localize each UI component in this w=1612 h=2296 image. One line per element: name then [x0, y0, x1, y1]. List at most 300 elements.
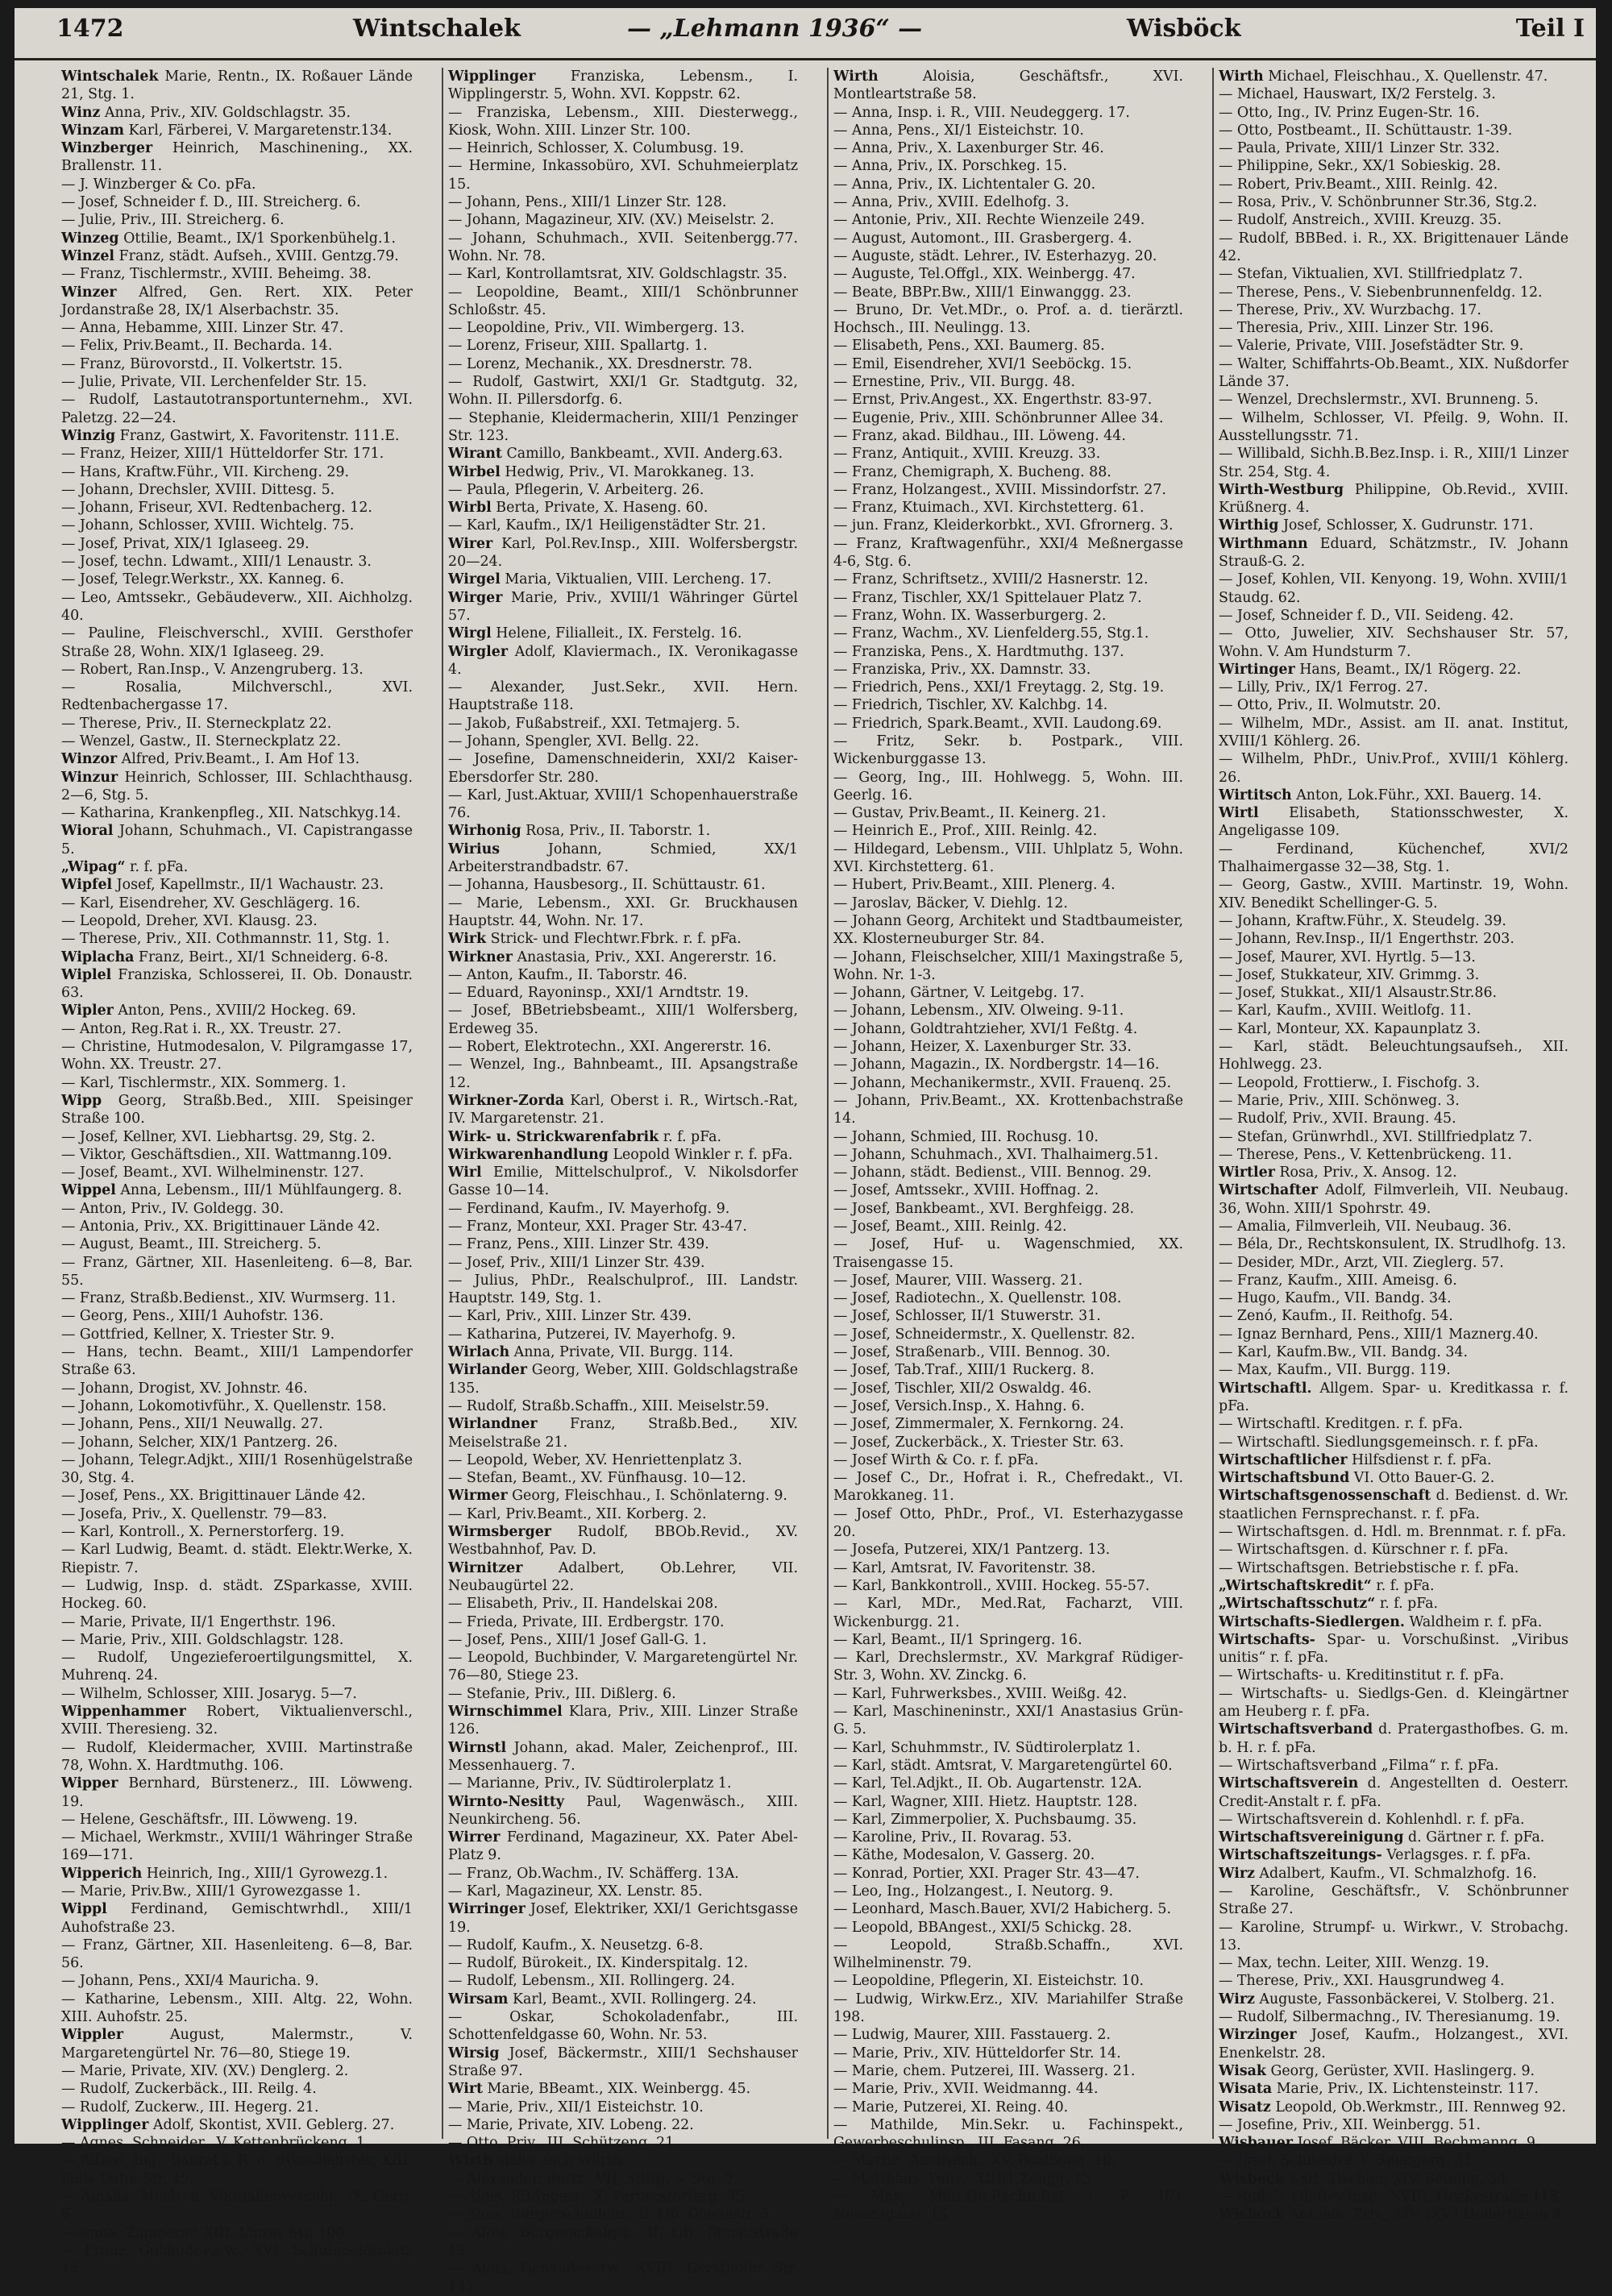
entry-surname: Wirger: [448, 589, 503, 606]
directory-entry: [61, 1020, 413, 1038]
entry-text: — Karl Ludwig, Beamt. d. städt. Elektr.Werke, X. Riepistr. 7.: [61, 1542, 413, 1576]
directory-entry: [1219, 1919, 1568, 1955]
directory-entry: [448, 1343, 798, 1361]
entry-text: — Wenzel, Drechslermstr., XVI. Brunneng. 5.: [1219, 392, 1539, 409]
directory-entry: [61, 895, 413, 912]
entry-text: Josef, Kapellmstr., II/1 Wachaustr. 23.: [112, 877, 384, 894]
directory-entry: [833, 1218, 1183, 1235]
entry-text: — Franziska, Pens., X. Hardtmuthg. 137.: [833, 643, 1124, 660]
directory-entry: [833, 696, 1183, 714]
directory-entry: [448, 1793, 798, 1829]
directory-entry: [833, 1757, 1183, 1775]
directory-entry: [448, 1361, 798, 1397]
entry-text: — Max, Milit.Ob.Rechn.Rat i. P., II/1 Novaragasse 15.: [833, 2189, 1183, 2223]
directory-entry: [448, 2134, 798, 2152]
entry-text: Marie, BBeamt., XIX. Weinbergg. 45.: [483, 2081, 751, 2098]
directory-entry: [1219, 1829, 1568, 1846]
directory-entry: [1219, 1775, 1568, 1811]
entry-text: — Franz, Kaufm., XIII. Ameisg. 6.: [1219, 1272, 1457, 1289]
directory-entry: [61, 1937, 413, 1973]
directory-entry: [448, 1775, 798, 1792]
entry-surname: Wirnitzer: [448, 1559, 523, 1576]
directory-entry: [833, 211, 1183, 229]
entry-text: — Hermine, Inkassobüro, XVI. Schuhmeierplatz 15.: [448, 158, 798, 193]
entry-text: — Anton, Reg.Rat i. R., XX. Treustr. 27.: [61, 1020, 342, 1037]
entry-surname: Wipplinger: [61, 2116, 149, 2133]
directory-entry: [833, 1074, 1183, 1092]
entry-text: — Georg, Ing., III. Hohlwegg. 5, Wohn. III. Geerlg. 16.: [833, 769, 1183, 803]
directory-entry: [448, 966, 798, 984]
entry-surname: Wirrer: [448, 1829, 501, 1846]
entry-text: — Otto, Priv., III. Schützeng. 21.: [448, 2135, 679, 2152]
directory-entry: [1219, 571, 1568, 607]
first-entry-word: Wintschalek: [353, 15, 521, 43]
directory-entry: [1219, 1991, 1568, 2008]
entry-surname: Wirth: [448, 2153, 493, 2169]
directory-entry: [1219, 517, 1568, 534]
entry-text: — Karl, Maschineninstr., XXI/1 Anastasius Grün-G. 5.: [833, 1704, 1183, 1738]
directory-entry: [1219, 787, 1568, 804]
entry-text: — Marie, Putzerei, XI. Reing. 40.: [833, 2099, 1069, 2115]
directory-entry: [1219, 696, 1568, 714]
directory-entry: [833, 1289, 1183, 1307]
entry-text: — Johann, Schmied, III. Rochusg. 10.: [833, 1128, 1099, 1145]
directory-entry: [833, 895, 1183, 912]
directory-entry: [833, 1451, 1183, 1469]
entry-text: Auguste, Fassonbäckerei, V. Stolberg. 21.: [1254, 1991, 1555, 2007]
entry-surname: Wirsig: [448, 2045, 500, 2061]
directory-entry: [1219, 1469, 1568, 1487]
entry-text: — Anna, Priv., X. Laxenburger Str. 46.: [833, 140, 1104, 157]
entry-text: — Franz, Chemigraph, X. Bucheng. 88.: [833, 463, 1111, 480]
entry-text: Josef, Bäckermstr., XIII/1 Sechshauser Straße 97.: [448, 2045, 798, 2079]
entry-text: — Josef, Amtssekr., XVIII. Hoffnag. 2.: [833, 1182, 1099, 1199]
directory-entry: [61, 1487, 413, 1505]
entry-surname: Wisata: [1219, 2081, 1273, 2098]
directory-entry: [1219, 1667, 1568, 1684]
entry-text: — Christine, Hutmodesalon, V. Pilgramgasse 17, Wohn. XX. Treustr. 27.: [61, 1039, 413, 1073]
directory-entry: [833, 445, 1183, 463]
directory-entry: [61, 1092, 413, 1128]
directory-entry: [833, 176, 1183, 193]
entry-text: Georg, Gerüster, XVII. Haslingerg. 9.: [1265, 2062, 1535, 2079]
entry-text: — Theresia, Priv., XIII. Linzer Str. 196.: [1219, 320, 1494, 337]
directory-entry: [448, 1937, 798, 1954]
entry-surname: Wioral: [61, 823, 114, 840]
entry-text: — Josef, Versich.Insp., X. Hahng. 6.: [833, 1397, 1085, 1414]
entry-text: — Julie, Private, VII. Lerchenfelder Str. 15.: [61, 374, 368, 391]
entry-text: — Josef, Schlosser, II/1 Stuwerstr. 31.: [833, 1308, 1101, 1325]
entry-text: — Johann, Telegr.Adjkt., XIII/1 Rosenhügelstraße 30, Stg. 4.: [61, 1451, 413, 1487]
directory-entry: [833, 122, 1183, 139]
directory-entry: [448, 68, 798, 104]
entry-text: — Karl, Tel.Adjkt., II. Ob. Augartenstr. 12A.: [833, 1775, 1142, 1792]
entry-text: — Katharine, Lebensm., XIII. Altg. 22, Wohn. XIII. Auhofstr. 25.: [61, 1991, 413, 2026]
entry-text: — Käthe, Modesalon, V. Gasserg. 20.: [833, 1847, 1095, 1864]
directory-entry: [61, 1218, 413, 1235]
entry-surname: Wirringer: [448, 1901, 526, 1918]
entry-text: — Wilhelm, Schlosser, VI. Pfeilg. 9, Wohn. II. Ausstellungsstr. 71.: [1219, 409, 1568, 444]
entry-surname: Wirk: [448, 931, 487, 948]
directory-entry: [1219, 715, 1568, 751]
entry-text: — Marie, Private, XIV. Lobeng. 22.: [448, 2116, 694, 2133]
entry-text: Adolf, Filmverleih, VII. Neubaug. 36, Wohn. XIII/1 Spohrstr. 49.: [1219, 1182, 1568, 1217]
directory-entry: [833, 2026, 1183, 2044]
directory-entry: [833, 715, 1183, 733]
entry-surname: Wirlandner: [448, 1416, 538, 1433]
entry-text: — Pauline, Fleischverschl., XVIII. Gersthofer Straße 28, Wohn. XIX/1 Iglaseeg. 29.: [61, 625, 413, 660]
directory-entry: [1219, 211, 1568, 229]
directory-entry: [61, 858, 413, 876]
entry-text: — Wirtschaftsgen. d. Kürschner r. f. pFa.: [1219, 1542, 1509, 1559]
entry-text: — Lorenz, Mechanik., XX. Dresdnerstr. 78.: [448, 355, 753, 372]
entry-text: — Marie, Private, II/1 Engerthstr. 196.: [61, 1613, 336, 1630]
directory-entry: [833, 463, 1183, 481]
entry-text: — Ludwig, Insp. d. städt. ZSparkasse, XVIII. Hockeg. 60.: [61, 1577, 413, 1613]
entry-surname: Wirnstl: [448, 1739, 507, 1756]
entry-text: — Leopold, Straßb.Schaffn., XVI. Wilhelminenstr. 79.: [833, 1937, 1183, 1972]
directory-entry: [448, 1235, 798, 1253]
directory-entry: [833, 1811, 1183, 1829]
directory-entry: [61, 1181, 413, 1199]
directory-entry: [1219, 481, 1568, 517]
entry-text: — Anna, Zimmerer, XIII. Linzer Str. 100.: [61, 2224, 350, 2241]
entry-text: — Karl, Kontrollamtsrat, XIV. Goldschlagstr. 35.: [448, 266, 787, 283]
entry-text: — Johann, Pens., XIII/1 Linzer Str. 128.: [448, 194, 727, 211]
directory-entry: [448, 1326, 798, 1343]
entry-text: — Hugo, Kaufm., VII. Bandg. 34.: [1219, 1290, 1452, 1307]
entry-text: — Franz, Schriftsetz., XVIII/2 Hasnerstr. 12.: [833, 571, 1149, 588]
entry-text: — Josefine, Damenschneiderin, XXI/2 Kaiser-Ebersdorfer Str. 280.: [448, 751, 798, 786]
entry-text: — Matthäus, Pens., XIII/1 Zeugg. 13.: [833, 2170, 1096, 2187]
entry-text: Ottilie, Beamt., IX/1 Sporkenbühelg.1.: [118, 230, 397, 247]
directory-entry: [1219, 1092, 1568, 1110]
entry-text: Heinrich, Ing., XIII/1 Gyrowezg.1.: [142, 1865, 388, 1882]
directory-entry: [1219, 193, 1568, 211]
directory-entry: [833, 822, 1183, 840]
directory-entry: [833, 1164, 1183, 1181]
directory-entry: [1219, 1577, 1568, 1595]
entry-text: Georg, Straßb.Bed., XIII. Speisinger Straße 100.: [61, 1092, 413, 1127]
directory-entry: [61, 1415, 413, 1433]
entry-text: — Karl, Fuhrwerksbes., XVIII. Weißg. 42.: [833, 1685, 1128, 1702]
directory-entry: [448, 2045, 798, 2081]
entry-text: — Josef, Stukkat., XII/1 Alsaustr.Str.86.: [1219, 985, 1498, 1002]
directory-entry: [1219, 2099, 1568, 2116]
directory-entry: [1219, 1181, 1568, 1218]
directory-entry: [833, 2062, 1183, 2080]
directory-entry: [1219, 337, 1568, 355]
directory-entry: [833, 1577, 1183, 1595]
entry-text: — Franz, Ob.Wachm., IV. Schäfferg. 13A.: [448, 1865, 739, 1882]
entry-text: — Agnes, Schneider., V. Kettenbrückeng. 1.: [61, 2135, 370, 2152]
entry-surname: Wirlander: [448, 1362, 527, 1379]
directory-entry: [448, 1739, 798, 1775]
page-number: 1472: [56, 15, 124, 43]
entry-text: Adolf, Skontist, XVII. Geblerg. 27.: [148, 2116, 395, 2133]
entry-text: — Josef, Pens., XIII/1 Josef Gall-G. 1.: [448, 1631, 707, 1648]
directory-entry: [61, 337, 413, 355]
entry-text: — Friedrich, Pens., XXI/1 Freytagg. 2, Stg. 19.: [833, 679, 1165, 696]
entry-text: Johann, Schmied, XX/1 Arbeiterstrandbadstr. 67.: [448, 841, 798, 876]
directory-entry: [61, 1002, 413, 1019]
directory-entry: [61, 1900, 413, 1937]
entry-text: — Therese, Priv., XXI. Hausgrundweg 4.: [1219, 1973, 1505, 1990]
entry-surname: Wirkner-Zorda: [448, 1092, 565, 1109]
entry-text: — Franz, Wachm., XV. Lienfelderg.55, Stg.1.: [833, 625, 1149, 642]
entry-surname: Wirbel: [448, 463, 501, 480]
entry-text: — Johann, Priv.Beamt., XX. Krottenbachstraße 14.: [833, 1092, 1183, 1127]
entry-text: Karl, Tischler, XIV. Beteing. 34.: [1284, 2170, 1511, 2187]
directory-entry: [448, 1164, 798, 1200]
directory-entry: [61, 230, 413, 247]
directory-entry: [61, 733, 413, 750]
entry-text: — Rudolf, Gastwirt, XXI/1 Gr. Stadtgutg. 32, Wohn. II. Pillersdorfg. 6.: [448, 374, 798, 409]
directory-entry: [448, 2206, 798, 2223]
directory-entry: [1219, 1020, 1568, 1038]
directory-entry: [61, 211, 413, 229]
directory-entry: [1219, 68, 1568, 85]
entry-surname: Wirth: [1219, 69, 1264, 85]
entry-text: — Rudolf, BBBed. i. R., XX. Brigittenauer Lände 42.: [1219, 230, 1568, 264]
entry-text: — Konrad, Portier, XXI. Prager Str. 43—47.: [833, 1865, 1140, 1882]
directory-entry: [448, 373, 798, 409]
directory-entry: [448, 949, 798, 966]
directory-entry: [448, 2188, 798, 2206]
directory-entry: [833, 1541, 1183, 1559]
directory-entry: [1219, 1451, 1568, 1469]
entry-text: Klara, Priv., XIII. Linzer Straße 126.: [448, 1704, 798, 1738]
directory-entry: [833, 1272, 1183, 1289]
directory-entry: [448, 535, 798, 571]
directory-entry: [61, 445, 413, 463]
entry-text: — Alexander, Just.Sekr., XVII. Hern. Hauptstraße 118.: [448, 679, 798, 714]
entry-text: — Karl, Schuhmmstr., IV. Südtirolerplatz 1.: [833, 1739, 1140, 1756]
entry-surname: Wisatz: [1219, 2099, 1271, 2115]
directory-entry: [448, 1415, 798, 1451]
directory-entry: [61, 2099, 413, 2116]
directory-entry: [61, 804, 413, 822]
entry-text: Marie, Rentn., IX. Roßauer Lände 21, Stg. 1.: [61, 69, 413, 103]
directory-entry: [448, 1200, 798, 1218]
directory-entry: [448, 1523, 798, 1559]
entry-text: — Marie, Priv., XIII. Schönweg. 3.: [1219, 1092, 1460, 1109]
entry-text: Waldheim r. f. pFa.: [1405, 1613, 1543, 1630]
directory-entry: [1219, 1110, 1568, 1127]
entry-text: — Katharina, Krankenpfleg., XII. Natschkyg.14.: [61, 805, 401, 822]
directory-entry: [448, 733, 798, 750]
entry-text: Rosa, Priv., X. Ansog. 12.: [1274, 1165, 1457, 1181]
entry-text: — Robert, Ran.Insp., V. Anzengruberg. 13.: [61, 661, 364, 678]
entry-text: Franz, Beirt., XI/1 Schneiderg. 6-8.: [134, 949, 388, 965]
entry-text: — Karl, Priv.Beamt., XII. Korberg. 2.: [448, 1505, 707, 1522]
entry-surname: Wipp: [61, 1092, 102, 1109]
directory-entry: [448, 1002, 798, 1038]
entry-text: Adalbert, Kaufm., VI. Schmalzhofg. 16.: [1254, 1865, 1537, 1882]
entry-text: r. f. pFa.: [1371, 1577, 1435, 1594]
entry-text: — Franz, Bürovorstd., II. Volkertstr. 15.: [61, 355, 343, 372]
directory-entry: [833, 337, 1183, 355]
entry-text: — Karl, Zimmerpolier, X. Puchsbaumg. 35.: [833, 1811, 1137, 1828]
directory-entry: [833, 1092, 1183, 1128]
entry-text: — Karl, Amtsrat, IV. Favoritenstr. 38.: [833, 1559, 1096, 1576]
directory-entry: [448, 2080, 798, 2098]
directory-entry: [61, 571, 413, 588]
entry-surname: Wippenhammer: [61, 1704, 186, 1721]
entry-text: — Franz, Wohn. IX. Wasserburgerg. 2.: [833, 607, 1107, 624]
directory-entry: [448, 2224, 798, 2261]
entry-text: Hilfsdienst r. f. pFa.: [1347, 1451, 1492, 1468]
directory-entry: [448, 1631, 798, 1649]
entry-surname: Wirtschafter: [1219, 1182, 1319, 1199]
directory-entry: [61, 1451, 413, 1488]
entry-text: — Karl, Magazineur, XX. Lenstr. 85.: [448, 1883, 703, 1899]
entry-surname: Wirz: [1219, 1865, 1255, 1882]
entry-text: — Johann Georg, Architekt und Stadtbaumeister, XX. Klosterneuburger Str. 84.: [833, 912, 1183, 948]
directory-entry: [1219, 1559, 1568, 1577]
entry-text: — Julie, Priv., III. Streicherg. 6.: [61, 212, 285, 229]
entry-text: — Ludwig, Wirkw.Erz., XIV. Mariahilfer Straße 198.: [833, 1991, 1183, 2026]
directory-entry: [1219, 1361, 1568, 1379]
directory-entry: [1219, 1074, 1568, 1092]
entry-text: — Johann, städt. Bedienst., VIII. Bennog. 29.: [833, 1165, 1152, 1181]
directory-entry: [1219, 2134, 1568, 2152]
directory-entry: [833, 912, 1183, 949]
entry-surname: Wippel: [61, 1182, 116, 1199]
directory-entry: [833, 2045, 1183, 2062]
entry-text: — Katharina, Putzerei, IV. Mayerhofg. 9.: [448, 1326, 736, 1343]
entry-text: — Ludwig, Maurer, XIII. Fasstauerg. 2.: [833, 2027, 1111, 2044]
directory-entry: [61, 2134, 413, 2152]
directory-entry: [61, 1326, 413, 1343]
entry-text: Ferdinand, Magazineur, XX. Pater Abel-Platz 9.: [448, 1829, 798, 1864]
entry-text: — Franziska, Lebensm., XIII. Diesterwegg., Kiosk, Wohn. XIII. Linzer Str. 100.: [448, 104, 798, 139]
directory-entry: [448, 2099, 798, 2116]
entry-text: Paul, Wagenwäsch., XIII. Neunkircheng. 56.: [448, 1793, 798, 1828]
directory-entry: [61, 2188, 413, 2224]
directory-entry: [833, 481, 1183, 499]
entry-text: — Marie, Private, XIV. (XV.) Denglerg. 2.: [61, 2062, 349, 2079]
entry-text: — Leopold, Frottierw., I. Fischofg. 3.: [1219, 1074, 1481, 1091]
directory-entry: [61, 1865, 413, 1883]
directory-entry: [833, 571, 1183, 588]
directory-entry: [61, 139, 413, 176]
entry-text: — Jaroslav, Bäcker, V. Diehlg. 12.: [833, 895, 1068, 911]
entry-text: — Johann, Gärtner, V. Leitgebg. 17.: [833, 985, 1085, 1002]
directory-entry: [448, 625, 798, 642]
entry-text: — Johann, Drechsler, XVIII. Dittesg. 5.: [61, 481, 335, 498]
entry-text: — Franz, Ktuimach., XVI. Kirchstetterg. 61.: [833, 500, 1145, 517]
directory-entry: [1219, 625, 1568, 661]
entry-surname: Winzberger: [61, 140, 153, 157]
directory-entry: [833, 230, 1183, 247]
entry-text: Maria, Viktualien, VIII. Lercheng. 17.: [500, 571, 772, 588]
entry-text: — Johann, Drogist, XV. Johnstr. 46.: [61, 1380, 308, 1397]
directory-entry: [1219, 2062, 1568, 2080]
directory-entry: [1219, 445, 1568, 481]
directory-entry: [833, 68, 1183, 104]
directory-entry: [1219, 176, 1568, 193]
entry-text: — Johann, Goldtrahtzieher, XVI/1 Feßtg. 4.: [833, 1020, 1138, 1037]
directory-entry: [448, 895, 798, 931]
directory-entry: [833, 355, 1183, 373]
directory-entry: [1219, 2188, 1568, 2206]
entry-text: Anna, Private, VII. Burgg. 114.: [509, 1344, 733, 1361]
directory-entry: [61, 715, 413, 733]
entry-text: — Otto, Juwelier, XIV. Sechshauser Str. 57, Wohn. V. Am Hundsturm 7.: [1219, 625, 1568, 660]
entry-text: — Josef, Privat, XIX/1 Iglaseeg. 29.: [61, 535, 310, 552]
entry-text: — Ernestine, Priv., VII. Burgg. 48.: [833, 374, 1075, 391]
entry-surname: Wirth-Westburg: [1219, 481, 1344, 498]
directory-entry: [1219, 966, 1568, 984]
entry-text: — Johann, Kraftw.Führ., X. Steudelg. 39.: [1219, 912, 1506, 929]
entry-text: — Anton, Kaufm., II. Taborstr. 46.: [448, 966, 688, 983]
entry-text: — Valerie, Private, VIII. Josefstädter Str. 9.: [1219, 338, 1524, 355]
entry-text: — Wirtschaftsgen. d. Hdl. m. Brennmat. r. f. pFa.: [1219, 1524, 1567, 1541]
entry-text: — Fritz, Sekr. b. Postpark., VIII. Wickenburggasse 13.: [833, 733, 1183, 768]
directory-entry: [833, 499, 1183, 517]
entry-text: — Johann, Selcher, XIX/1 Pantzerg. 26.: [61, 1434, 339, 1451]
directory-entry: [448, 571, 798, 588]
directory-entry: [1219, 1721, 1568, 1757]
entry-text: — August, Automont., III. Grasbergerg. 4.: [833, 230, 1132, 247]
entry-text: — Marie, Priv., XII/1 Eisteichstr. 10.: [448, 2099, 704, 2115]
directory-entry: [1219, 607, 1568, 625]
directory-entry: [61, 930, 413, 948]
entry-text: — Robert, Elektrotechn., XXI. Angererstr. 16.: [448, 1039, 771, 1056]
entry-text: Helene, Filialleit., IX. Ferstelg. 16.: [491, 625, 742, 642]
entry-text: — Josef, Straßenarb., VIII. Bennog. 30.: [833, 1344, 1111, 1361]
directory-entry: [61, 589, 413, 625]
entry-text: — Josef, Kohlen, VII. Kenyong. 19, Wohn. XVIII/1 Staudg. 62.: [1219, 571, 1568, 606]
entry-text: — Franz, Straßb.Bedienst., XIV. Wurmserg. 11.: [61, 1290, 397, 1307]
entry-text: r. f. pFa.: [659, 1128, 721, 1145]
directory-entry: [448, 589, 798, 625]
entry-text: — Josef, Priv., XIII/1 Linzer Str. 439.: [448, 1254, 705, 1271]
directory-entry: [61, 517, 413, 534]
directory-entry: [1219, 2080, 1568, 2098]
entry-text: — Josef Wirth & Co. r. f. pFa.: [833, 1451, 1039, 1468]
directory-entry: [833, 2099, 1183, 2116]
directory-entry: [1219, 1865, 1568, 1883]
entry-text: — Wenzel, Gastw., II. Sterneckplatz 22.: [61, 733, 341, 749]
entry-text: r. f. pFa.: [125, 859, 189, 876]
entry-text: Eduard, Schätzmstr., IV. Johann Strauß-G. 2.: [1219, 535, 1568, 571]
entry-text: — Rudolf, Lebensm., XII. Rollingerg. 24.: [448, 1973, 735, 1990]
directory-entry: [1219, 1954, 1568, 1972]
directory-entry: [448, 230, 798, 266]
directory-entry: [61, 966, 413, 1003]
directory-entry: [448, 463, 798, 481]
directory-entry: [61, 1164, 413, 1181]
entry-surname: Wirtschaftsvereinigung: [1219, 1829, 1404, 1846]
directory-entry: [833, 1775, 1183, 1792]
entry-text: Spar- u. Vorschußinst. „Viribus unitis“ r. f. pFa.: [1219, 1631, 1568, 1667]
directory-entry: [61, 1289, 413, 1307]
entry-text: — Lorenz, Friseur, XIII. Spallartg. 1.: [448, 338, 708, 355]
directory-entry: [833, 2080, 1183, 2098]
entry-text: — Rudolf, Zuckerbäck., III. Reilg. 4.: [61, 2081, 317, 2098]
directory-entry: [448, 1595, 798, 1613]
entry-text: — Josef, Huf- u. Wagenschmied, XX. Traisengasse 15.: [833, 1236, 1183, 1271]
directory-entry: [1219, 1846, 1568, 1864]
entry-surname: „Wipag“: [61, 859, 126, 876]
directory-entry: [833, 1919, 1183, 1937]
entry-text: — Wenzel, Ing., Bahnbeamt., III. Apsangstraße 12.: [448, 1057, 798, 1091]
directory-entry: [61, 679, 413, 715]
entry-text: — Karl, Kaufm., IX/1 Heiligenstädter Str. 21.: [448, 517, 767, 534]
entry-text: — Rudolf, Priv., XVII. Braung. 45.: [1219, 1111, 1456, 1127]
